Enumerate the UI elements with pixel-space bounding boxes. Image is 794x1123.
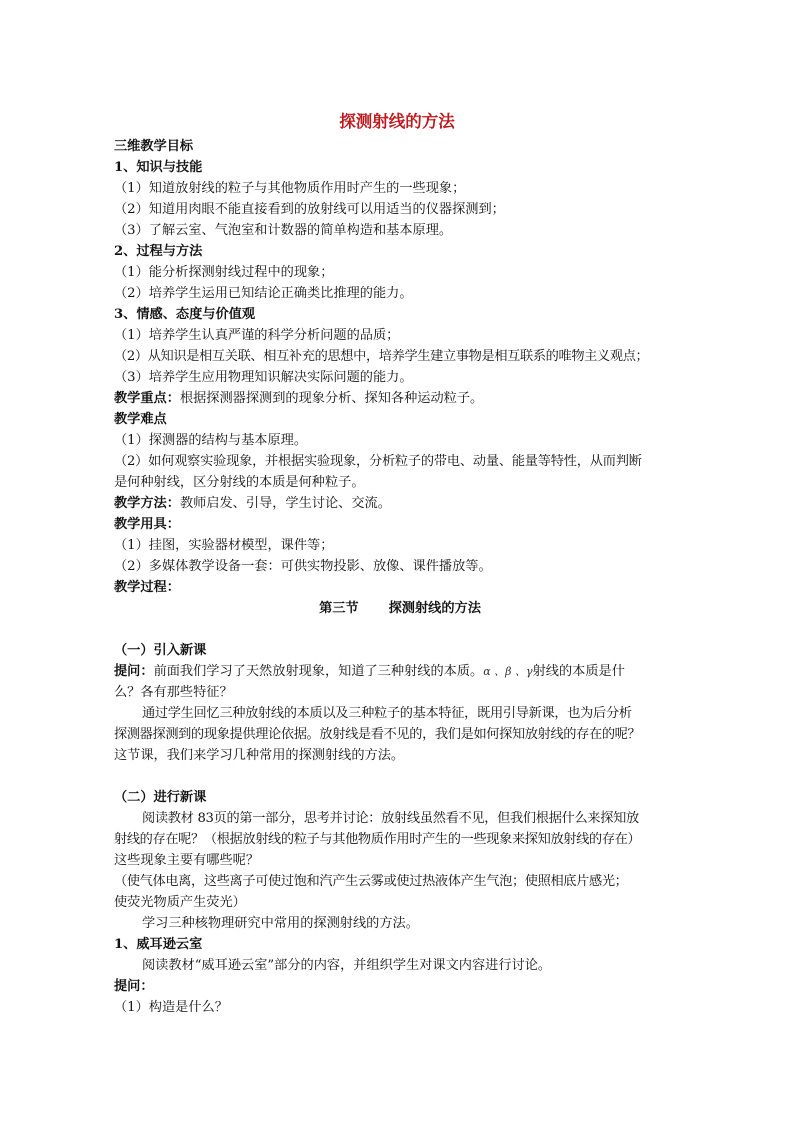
page-title: 探测射线的方法 [339, 112, 455, 131]
part1-para-line2: 探测器探测到的现象提供理论依据。放射线是看不见的，我们是如何探知放射线的存在的呢？ [114, 727, 641, 742]
difficulty-item-2-line1: （2）如何观察实验现象，并根据实验现象，分析粒子的带电、动量、能量等特性，从而判断 [114, 454, 642, 469]
part1-question-text: 前面我们学习了天然放射现象，知道了三种射线的本质。 [153, 664, 484, 679]
tools-heading: 教学用具： [114, 517, 180, 532]
knowledge-item-3: （3）了解云室、气泡室和计数器的简单构造和基本原理。 [114, 223, 453, 238]
part1-para-line1: 通过学生回忆三种放射线的本质以及三种粒子的基本特征，既用引导新课，也为后分析 [142, 706, 632, 721]
part2-read-line2: 射线的存在呢？（根据放射线的粒子与其他物质作用时产生的一些现象来探知放射线的存在） [114, 832, 641, 847]
difficulty-item-1: （1）探测器的结构与基本原理。 [114, 433, 308, 448]
wilson-heading: 1、威耳逊云室 [114, 937, 203, 952]
part1-question-tail: 射线的本质是什 [532, 664, 625, 679]
knowledge-heading: 1、知识与技能 [114, 160, 203, 175]
method-label: 教学方法： [114, 496, 180, 511]
process-heading: 2、过程与方法 [114, 244, 203, 259]
teaching-method [114, 493, 686, 514]
part2-answer-line2: 使荧光物质产生荧光） [114, 895, 246, 910]
values-item-1: （1）培养学生认真严谨的科学分析问题的品质； [114, 328, 400, 343]
part2-heading: （二）进行新课 [114, 790, 207, 805]
difficulty-item-2-line2: 是何种射线，区分射线的本质是何种粒子。 [114, 475, 365, 490]
method-text: 教师启发、引导，学生讨论、交流。 [179, 496, 391, 511]
part1-question-line1 [114, 661, 686, 682]
part2-read-line1: 阅读教材 83页的第一部分，思考并讨论：放射线虽然看不见，但我们根据什么来探知放 [142, 811, 639, 826]
difficulty-heading: 教学难点 [114, 412, 167, 427]
process-item-1: （1）能分析探测射线过程中的现象； [114, 265, 334, 280]
section-heading [114, 598, 686, 619]
objectives-heading: 三维教学目标 [114, 139, 194, 154]
key-point-text: 根据探测器探测到的现象分析、探知各种运动粒子。 [179, 391, 484, 406]
section-name: 探测射线的方法 [388, 601, 481, 616]
wilson-question-label: 提问： [114, 979, 154, 994]
greek-letters: α 、β 、γ [483, 665, 533, 678]
knowledge-item-1: （1）知道放射线的粒子与其他物质作用时产生的一些现象； [114, 181, 466, 196]
part1-question-line2: 么？各有那些特征？ [114, 685, 233, 700]
values-item-3: （3）培养学生应用物理知识解决实际问题的能力。 [114, 370, 413, 385]
key-point-label: 教学重点： [114, 391, 180, 406]
tools-item-2: （2）多媒体教学设备一套：可供实物投影、放像、课件播放等。 [114, 559, 492, 574]
key-point [114, 388, 686, 409]
part2-answer-line1: （使气体电离，这些离子可使过饱和汽产生云雾或使过热液体产生气泡；使照相底片感光； [114, 874, 628, 889]
part1-heading: （一）引入新课 [114, 643, 207, 658]
wilson-read-line: 阅读教材“威耳逊云室”部分的内容，并组织学生对课文内容进行讨论。 [142, 958, 552, 973]
part1-para-line3: 这节课，我们来学习几种常用的探测射线的方法。 [114, 748, 405, 763]
part2-learn-line: 学习三种核物理研究中常用的探测射线的方法。 [142, 916, 419, 931]
process-item-2: （2）培养学生运用已知结论正确类比推理的能力。 [114, 286, 413, 301]
values-item-2: （2）从知识是相互关联、相互补充的思想中，培养学生建立事物是相互联系的唯物主义观点； [114, 349, 649, 364]
part2-read-line3: 这些现象主要有哪些呢？ [114, 853, 260, 868]
wilson-question-1: （1）构造是什么？ [114, 1000, 228, 1015]
section-number: 第三节 [319, 601, 359, 616]
process-steps-heading: 教学过程： [114, 580, 180, 595]
part1-question-label: 提问： [114, 664, 154, 679]
knowledge-item-2: （2）知道用肉眼不能直接看到的放射线可以用适当的仪器探测到； [114, 202, 505, 217]
tools-item-1: （1）挂图，实验器材模型，课件等； [114, 538, 334, 553]
values-heading: 3、情感、态度与价值观 [114, 307, 256, 322]
